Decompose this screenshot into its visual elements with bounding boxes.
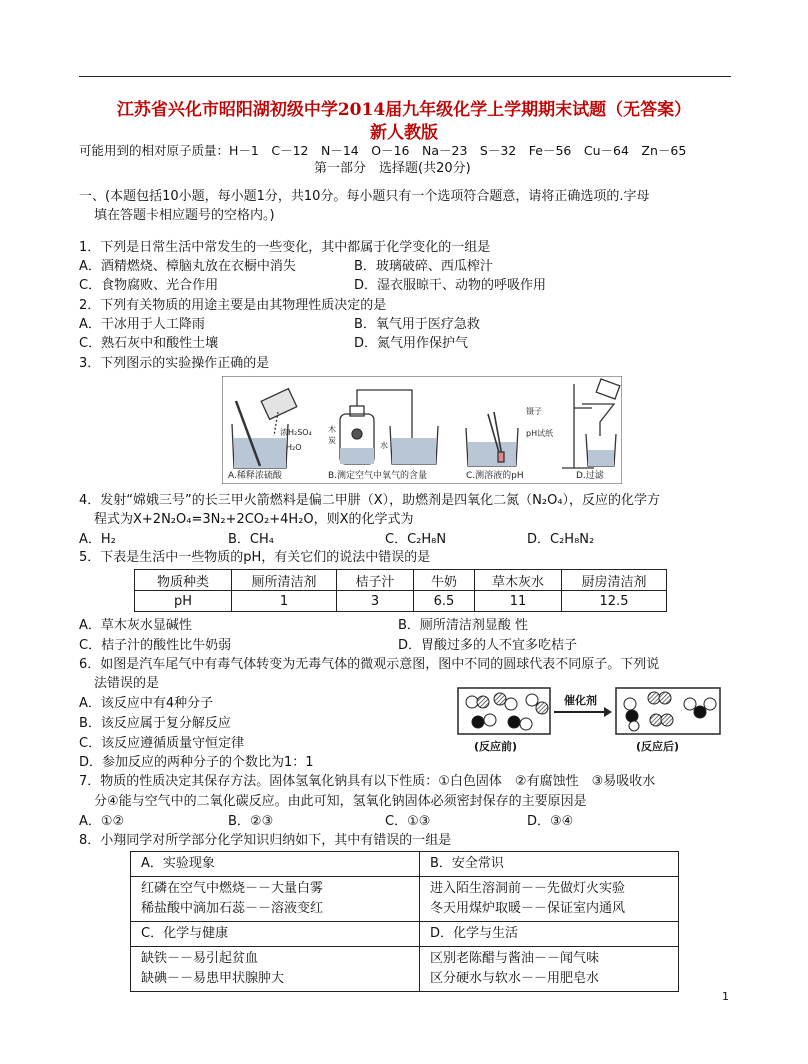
svg-text:炭: 炭 <box>328 436 336 445</box>
q4-option-a: A．H₂ <box>79 532 116 547</box>
section-title: 第一部分 选择题(共20分) <box>314 161 471 176</box>
header-rule <box>79 76 731 77</box>
q1-option-b: B．玻璃破碎、西瓜榨汁 <box>354 259 493 274</box>
q4-stem-line2: 程式为X+2N₂O₄=3N₂+2CO₂+4H₂O，则X的化学式为 <box>94 512 414 527</box>
q7-option-a: A．①② <box>79 814 125 829</box>
q5-option-b: B．厕所清洁剂显酸 性 <box>398 618 529 633</box>
q2-option-d: D．氮气用作保护气 <box>354 336 469 351</box>
q8-summary-table <box>130 851 679 992</box>
q5-option-d: D．胃酸过多的人不宜多吃桔子 <box>398 638 578 653</box>
table-cell: A．实验现象 <box>131 852 420 877</box>
q6-stem-line1: 6．如图是汽车尾气中有毒气体转变为无毒气体的微观示意图，图中不同的圆球代表不同原子。下列说 <box>79 657 660 672</box>
instructions-line2: 填在答题卡相应题号的空格内。) <box>94 208 275 223</box>
q2-option-a: A．干冰用于人工降雨 <box>79 317 205 332</box>
table-row <box>135 570 667 591</box>
page-title-line2: 新人教版 <box>370 123 438 143</box>
table-cell: 桔子汁 <box>337 570 414 591</box>
q6-catalyst-label: 催化剂 <box>564 694 597 707</box>
q4-stem-line1: 4．发射“嫦娥三号”的长三甲火箭燃料是偏二甲肼（X），助燃剂是四氧化二氮（N₂O₄），反应的化学方 <box>79 493 661 508</box>
table-cell: 厨房清洁剂 <box>562 570 667 591</box>
q5-option-a: A．草木灰水显碱性 <box>79 618 192 633</box>
q5-option-c: C．桔子汁的酸性比牛奶弱 <box>79 638 232 653</box>
q4-option-d: D．C₂H₈N₂ <box>527 532 595 547</box>
q7-stem-line1: 7．物质的性质决定其保存方法。固体氢氧化钠具有以下性质：①白色固体 ②有腐蚀性 ③易吸收水 <box>79 774 656 789</box>
cell-line: 缺铁－－易引起贫血 <box>141 951 259 966</box>
q7-stem-line2: 分④能与空气中的二氧化碳反应。由此可知，氢氧化钠固体必须密封保存的主要原因是 <box>94 794 587 809</box>
cell-line: 稀盐酸中滴加石蕊－－溶液变红 <box>141 901 324 916</box>
table-cell: D．化学与生活 <box>420 922 679 947</box>
q6-after-label: (反应后) <box>636 740 680 753</box>
table-cell: 物质种类 <box>135 570 232 591</box>
table-cell <box>131 877 420 922</box>
q2-option-b: B．氧气用于医疗急救 <box>354 317 480 332</box>
q6-option-c: C．该反应遵循质量守恒定律 <box>79 736 245 751</box>
q2-option-c: C．熟石灰中和酸性土壤 <box>79 336 219 351</box>
q5-ph-table <box>134 569 667 612</box>
q2-stem: 2．下列有关物质的用途主要是由其物理性质决定的是 <box>79 298 387 313</box>
table-row <box>131 922 679 947</box>
q8-stem: 8．小翔同学对所学部分化学知识归纳如下，其中有错误的一组是 <box>79 833 452 848</box>
q7-option-b: B．②③ <box>228 814 274 829</box>
table-cell <box>420 947 679 992</box>
cell-line: 进入陌生溶洞前－－先做灯火实验 <box>430 881 626 896</box>
fig-b-charcoal-label: 木 <box>328 425 336 434</box>
q1-option-c: C．食物腐败、光合作用 <box>79 278 219 293</box>
table-cell <box>131 947 420 992</box>
q1-option-d: D．湿衣服晾干、动物的呼吸作用 <box>354 278 547 293</box>
cell-line: 区别老陈醋与酱油－－闻气味 <box>430 951 600 966</box>
q7-option-d: D．③④ <box>527 814 574 829</box>
cell-line: 冬天用煤炉取暖－－保证室内通风 <box>430 901 626 916</box>
atomic-masses: 可能用到的相对原子质量：H－1 C－12 N－14 O－16 Na－23 S－32 Fe－56 Cu－64 Zn－65 <box>79 143 687 158</box>
q6-option-b: B．该反应属于复分解反应 <box>79 716 231 731</box>
table-cell: 12.5 <box>562 591 667 612</box>
cell-line: 区分硬水与软水－－用肥皂水 <box>430 971 600 986</box>
page-title-line1: 江苏省兴化市昭阳湖初级中学2014届九年级化学上学期期末试题（无答案） <box>116 100 692 120</box>
table-cell: 6.5 <box>414 591 475 612</box>
fig-c-phpaper-label: pH试纸 <box>526 429 554 438</box>
table-cell: B．安全常识 <box>420 852 679 877</box>
fig-b-caption: B.测定空气中氧气的含量 <box>328 471 428 481</box>
q6-option-d: D．参加反应的两种分子的个数比为1：1 <box>79 755 314 770</box>
table-cell: C．化学与健康 <box>131 922 420 947</box>
table-cell <box>420 877 679 922</box>
table-cell: 草木灰水 <box>475 570 562 591</box>
table-cell: 1 <box>232 591 337 612</box>
instructions-line1: 一、(本题包括10小题，每小题1分，共10分。每小题只有一个选项符合题意，请将正确选项的.字母 <box>79 189 650 204</box>
table-row <box>135 591 667 612</box>
q4-option-c: C．C₂H₈N <box>385 532 447 547</box>
cell-line: 红磷在空气中燃烧－－大量白雾 <box>141 881 324 896</box>
fig-a-h2so4-label: 浓H₂SO₄ <box>280 428 312 437</box>
table-row <box>131 852 679 877</box>
q6-option-a: A．该反应中有4种分子 <box>79 696 214 711</box>
table-row <box>131 947 679 992</box>
table-cell: 牛奶 <box>414 570 475 591</box>
q6-before-label: (反应前) <box>474 740 518 753</box>
table-cell: pH <box>135 591 232 612</box>
table-cell: 11 <box>475 591 562 612</box>
fig-a-caption: A.稀释浓硫酸 <box>228 471 282 481</box>
page-number: 1 <box>722 990 729 1003</box>
q3-experiment-figure <box>222 376 622 484</box>
fig-b-water-label: 水 <box>380 441 388 450</box>
table-cell: 厕所清洁剂 <box>232 570 337 591</box>
q5-stem: 5．下表是生活中一些物质的pH，有关它们的说法中错误的是 <box>79 550 431 565</box>
fig-c-tweezers-label: 镊子 <box>526 407 542 416</box>
fig-d-caption: D.过滤 <box>576 471 604 481</box>
q1-stem: 1．下列是日常生活中常发生的一些变化，其中都属于化学变化的一组是 <box>79 240 491 255</box>
q3-stem: 3．下列图示的实验操作正确的是 <box>79 356 270 371</box>
q6-reaction-diagram <box>456 684 726 756</box>
table-row <box>131 877 679 922</box>
q4-option-b: B．CH₄ <box>228 532 274 547</box>
q6-stem-line2: 法错误的是 <box>94 676 160 691</box>
fig-a-h2o-label: H₂O <box>286 443 302 452</box>
q7-option-c: C．①③ <box>385 814 431 829</box>
fig-c-caption: C.测溶液的pH <box>466 471 524 481</box>
cell-line: 缺碘－－易患甲状腺肿大 <box>141 971 285 986</box>
q1-option-a: A．酒精燃烧、樟脑丸放在衣橱中消失 <box>79 259 296 274</box>
table-cell: 3 <box>337 591 414 612</box>
